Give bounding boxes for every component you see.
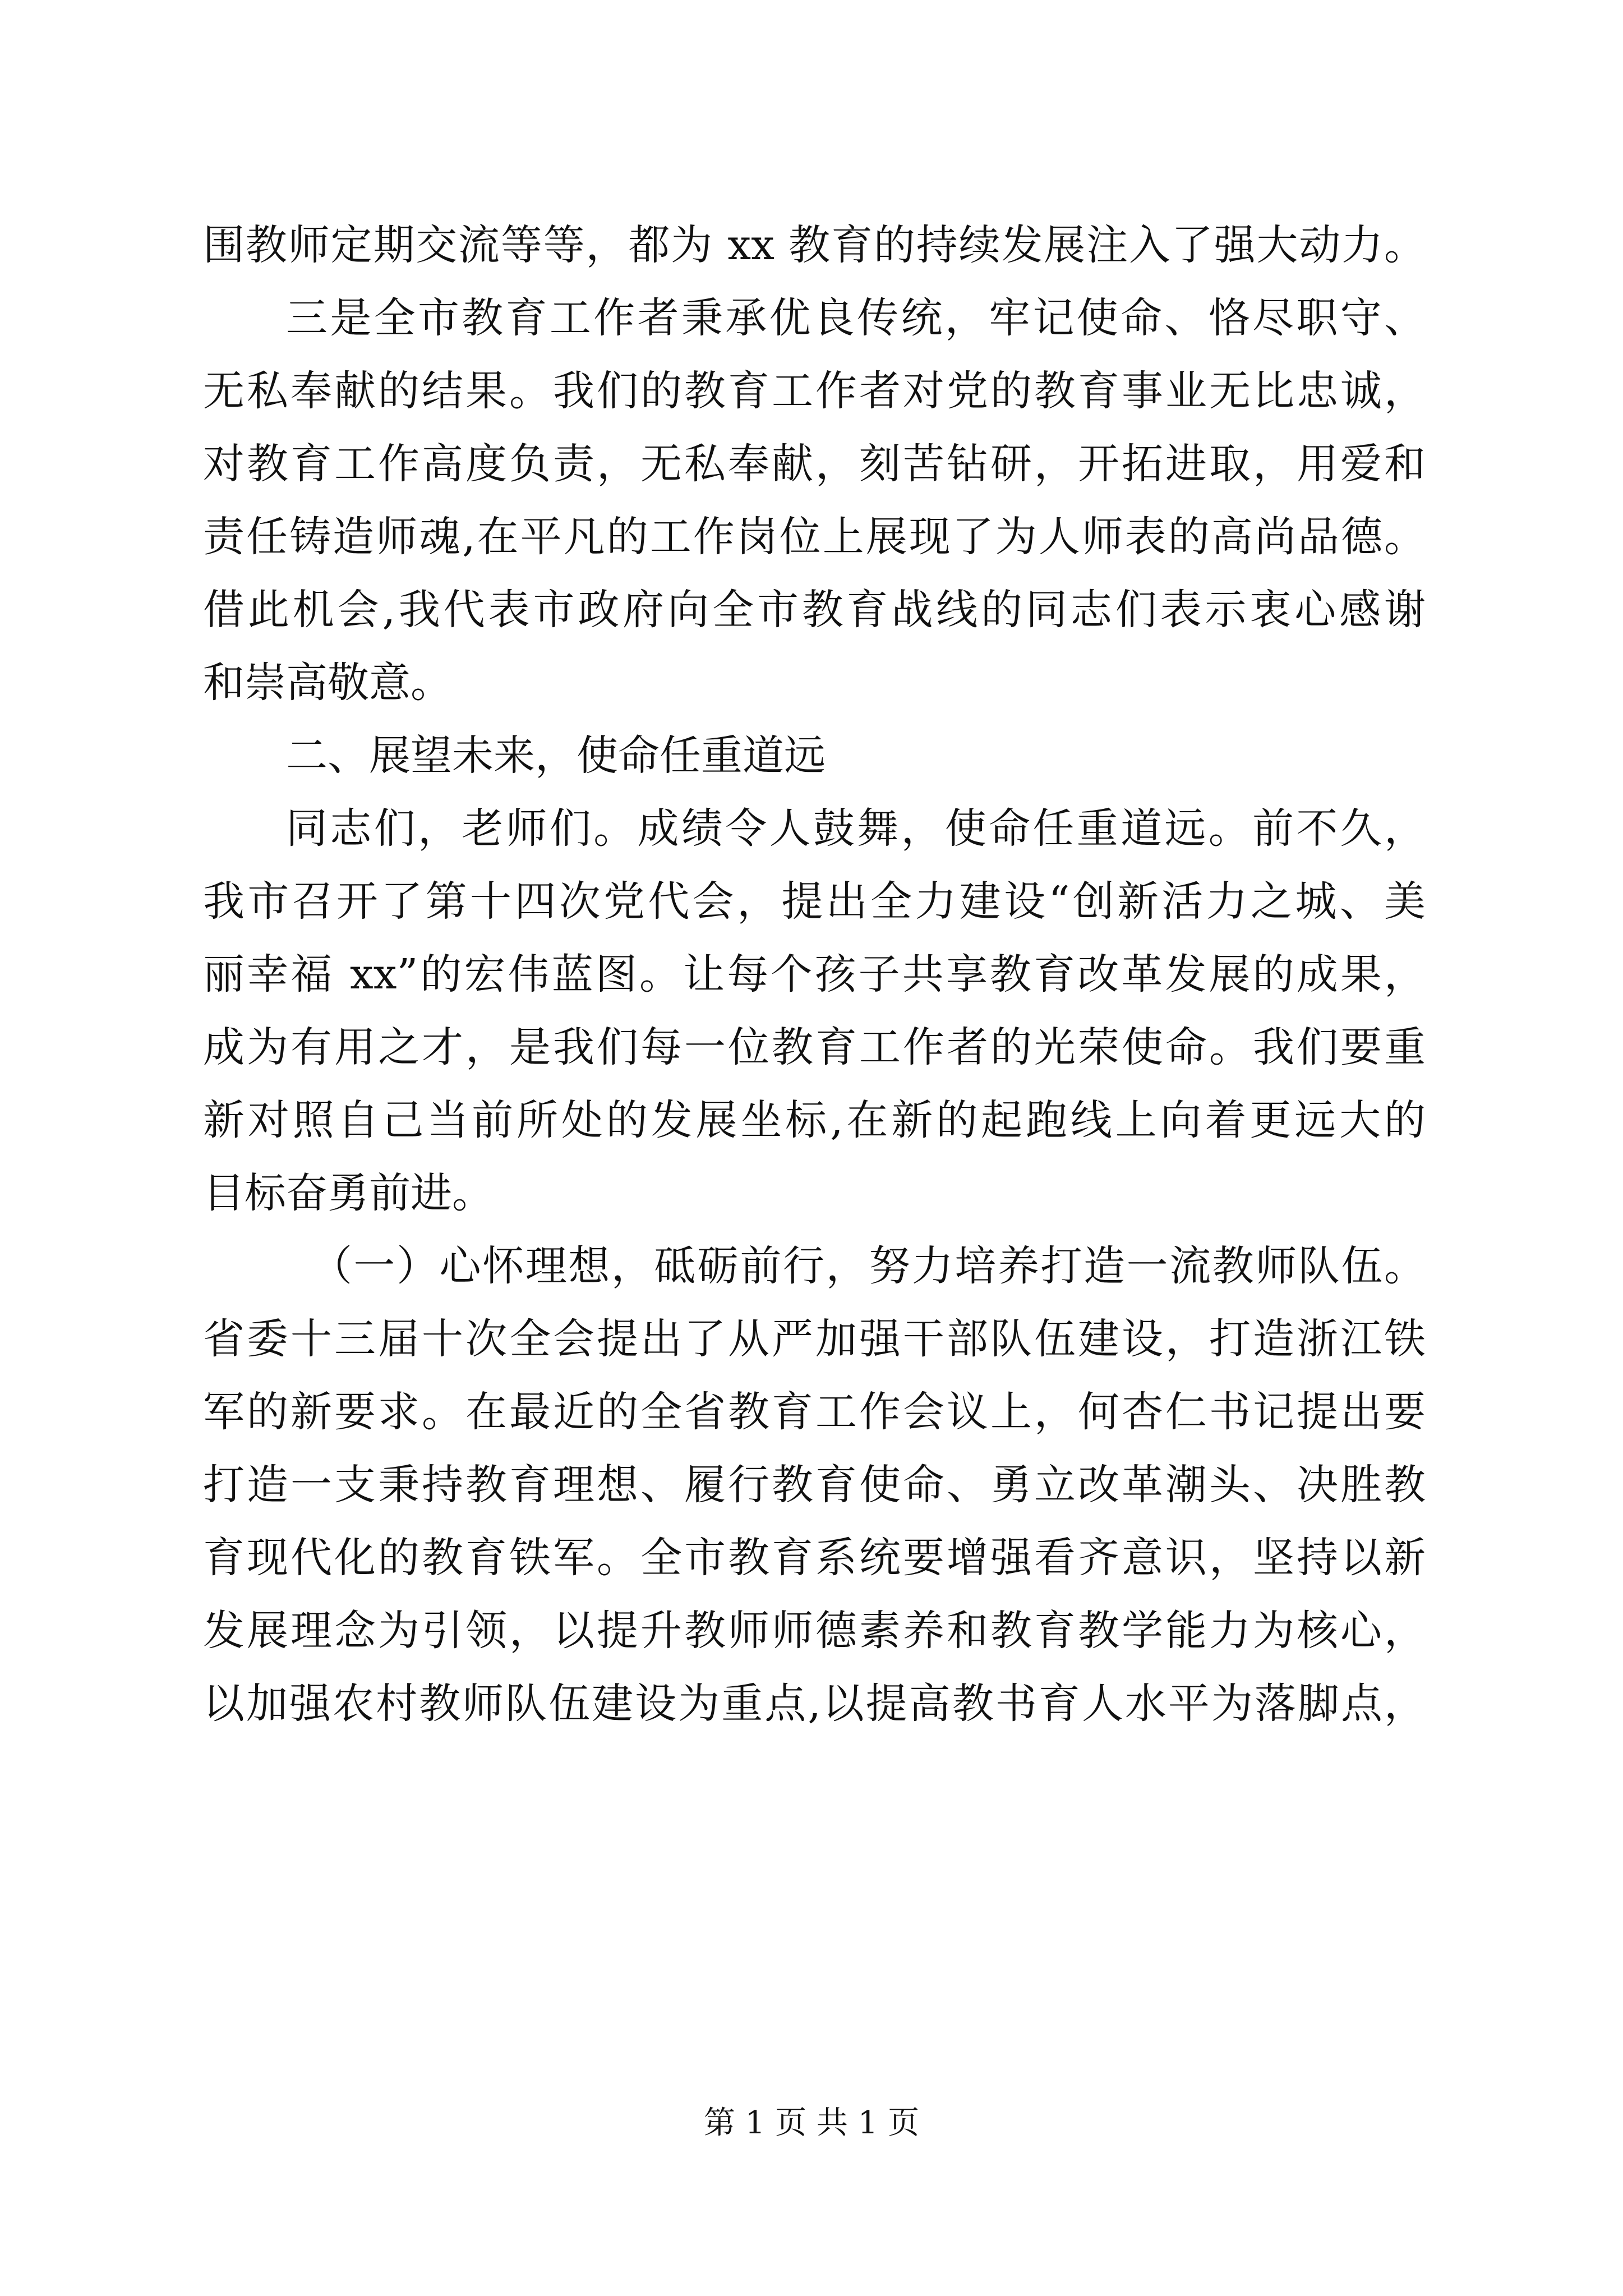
paragraph-line: 新对照自己当前所处的发展坐标,在新的起跑线上向着更远大的 (203, 1096, 1426, 1144)
paragraph-line: 育现代化的教育铁军。全市教育系统要增强看齐意识，坚持以新 (203, 1534, 1426, 1582)
paragraph-line: 打造一支秉持教育理想、履行教育使命、勇立改革潮头、决胜教 (203, 1461, 1426, 1509)
paragraph-line: 我市召开了第十四次党代会，提出全力建设“创新活力之城、美 (203, 877, 1426, 926)
body-text (203, 209, 1426, 1740)
paragraph-line: 成为有用之才，是我们每一位教育工作者的光荣使命。我们要重 (203, 1023, 1426, 1071)
paragraph-line: 以加强农村教师队伍建设为重点,以提高教书育人水平为落脚点， (203, 1680, 1426, 1728)
paragraph-line: 同志们，老师们。成绩令人鼓舞，使命任重道远。前不久， (286, 804, 1426, 853)
subsection-heading: （一）心怀理想，砥砺前行，努力培养打造一流教师队伍。 (311, 1242, 1426, 1290)
paragraph-line: 省委十三届十次全会提出了从严加强干部队伍建设，打造浙江铁 (203, 1315, 1426, 1363)
paragraph-line: 丽幸福 xx”的宏伟蓝图。让每个孩子共享教育改革发展的成果， (203, 950, 1426, 999)
page-number-footer: 第 1 页 共 1 页 (703, 2105, 920, 2141)
paragraph-line: 围教师定期交流等等，都为 xx 教育的持续发展注入了强大动力。 (203, 221, 1426, 269)
paragraph-line: 对教育工作高度负责，无私奉献，刻苦钻研，开拓进取，用爱和 (203, 440, 1426, 488)
paragraph-line: 无私奉献的结果。我们的教育工作者对党的教育事业无比忠诚， (203, 367, 1426, 415)
paragraph-line: 和崇高敬意。 (203, 659, 452, 707)
paragraph-line: 三是全市教育工作者秉承优良传统，牢记使命、恪尽职守、 (286, 294, 1426, 342)
paragraph-line: 责任铸造师魂,在平凡的工作岗位上展现了为人师表的高尚品德。 (203, 513, 1426, 561)
paragraph-line: 发展理念为引领，以提升教师师德素养和教育教学能力为核心， (203, 1607, 1426, 1655)
paragraph-line: 目标奋勇前进。 (203, 1169, 494, 1217)
section-heading: 二、展望未来，使命任重道远 (286, 731, 826, 780)
paragraph-line: 借此机会,我代表市政府向全市教育战线的同志们表示衷心感谢 (203, 586, 1426, 634)
paragraph-line: 军的新要求。在最近的全省教育工作会议上，何杏仁书记提出要 (203, 1388, 1426, 1436)
